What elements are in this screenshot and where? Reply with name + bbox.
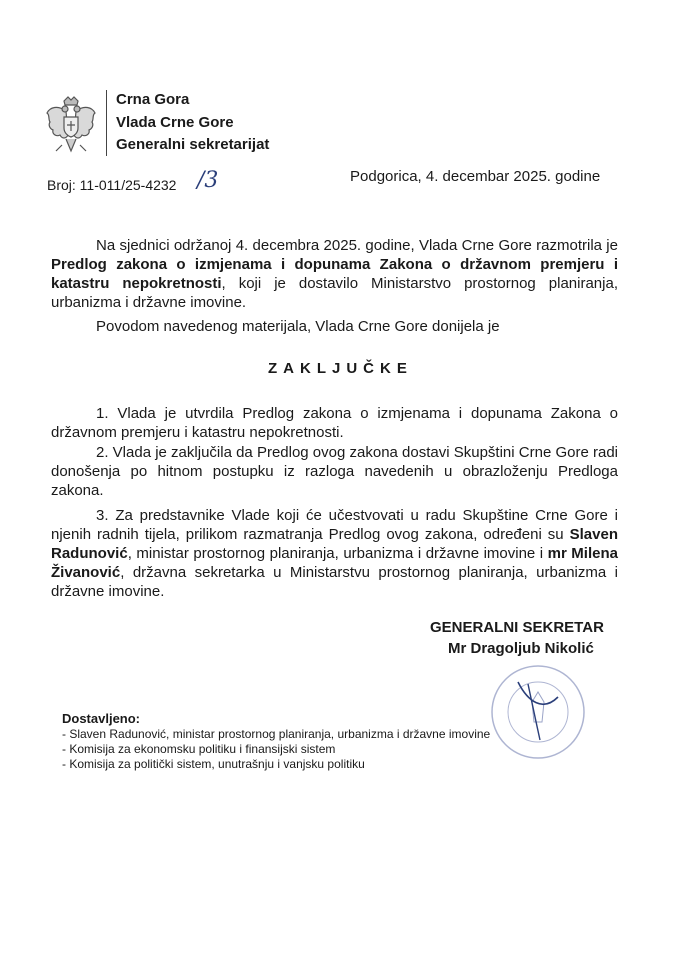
official-stamp (488, 662, 588, 762)
header-divider (106, 90, 107, 156)
intro-text-2: , koji je dostavilo Ministarstvo prostornog planiranja, urbanizma i državne imovine. (51, 275, 618, 311)
intro-decision-line: Povodom navedenog materijala, Vlada Crne Gore donijela je (96, 318, 500, 335)
intro-text-1: Na sjednici održanoj 4. decembra 2025. godine, Vlada Crne Gore razmotrila je (96, 237, 618, 254)
document-number: Broj: 11-011/25-4232 (47, 177, 177, 193)
coat-of-arms-icon (44, 95, 98, 157)
delivered-heading: Dostavljeno: (62, 711, 141, 726)
conclusions-title: ZAKLJUČKE (268, 360, 413, 377)
signature-role: GENERALNI SEKRETAR (430, 619, 604, 636)
conclusion-1: 1. Vlada je utvrdila Predlog zakona o izmjenama i dopunama Zakona o državnom premjeru i katastru nepokretnosti. (51, 405, 618, 441)
header-government: Vlada Crne Gore (116, 114, 234, 131)
handwritten-number: /3 (197, 168, 219, 193)
conclusion-3-name-1: Slaven Radunović (51, 526, 618, 562)
header-secretariat: Generalni sekretarijat (116, 136, 270, 153)
conclusion-3 (51, 506, 618, 601)
intro-paragraph (51, 236, 618, 312)
signature-name: Mr Dragoljub Nikolić (448, 640, 594, 657)
conclusion-3-name-2: mr Milena Živanović (51, 545, 618, 581)
conclusion-3-text-b: , ministar prostornog planiranja, urbanizma i državne imovine i (127, 545, 548, 562)
intro-law-title: Predlog zakona o izmjenama i dopunama Zakona o državnom premjeru i katastru nepokretnosti (51, 256, 618, 292)
conclusion-3-text-c: , državna sekretarka u Ministarstvu prostornog planiranja, urbanizma i državne imovine. (51, 564, 618, 600)
place-date: Podgorica, 4. decembar 2025. godine (350, 168, 601, 185)
header-country: Crna Gora (116, 91, 190, 108)
conclusion-2: 2. Vlada je zaključila da Predlog ovog zakona dostavi Skupštini Crne Gore radi donošenja po hitnom postupku iz razloga navedenih u obrazloženju Predloga zakona. (51, 444, 618, 499)
delivered-item: - Slaven Radunović, ministar prostornog planiranja, urbanizma i državne imovine (62, 727, 491, 741)
delivered-item: - Komisija za politički sistem, unutrašnju i vanjsku politiku (62, 757, 365, 771)
conclusion-3-text-a: 3. Za predstavnike Vlade koji će učestvovati u radu Skupštine Crne Gore i njenih radnih tijela, prilikom razmatranja Predlog ovog zakona, određeni su (51, 507, 618, 543)
delivered-item: - Komisija za ekonomsku politiku i finansijski sistem (62, 742, 336, 756)
